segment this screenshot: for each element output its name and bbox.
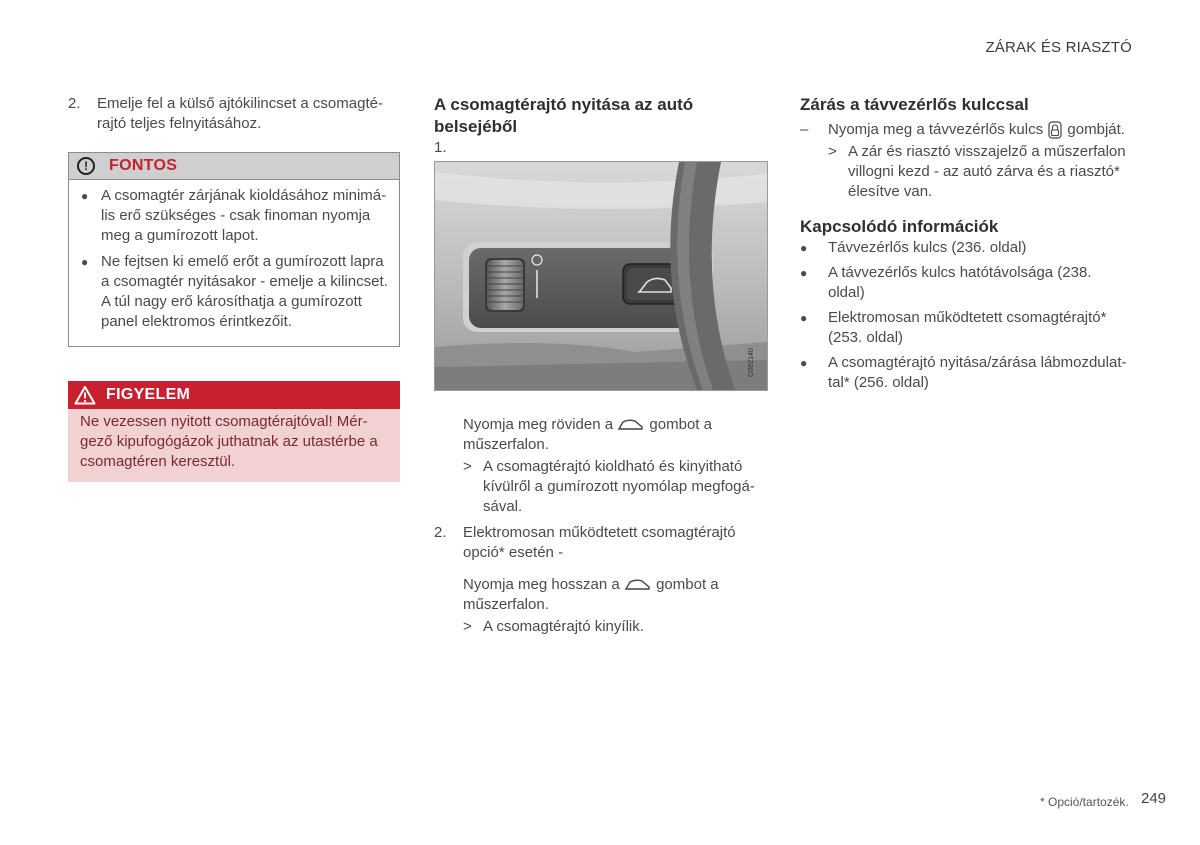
step-1-instruction [463,415,768,455]
bullet: ● [81,189,89,203]
step-text-post: gombját. [1067,121,1125,138]
step-text: Elektromosan működtetett csomagtérajtó opció* esetén - [463,524,736,561]
related-link[interactable]: A csomagtérajtó nyitása/zárása lábmozdulat-tal* (256. oldal) [828,354,1127,391]
related-item [800,308,1132,348]
step-text: Emelje fel a külső ajtókilincset a csomagté-rajtó teljes felnyitásához. [97,95,383,132]
step-number: 2. [68,95,81,112]
related-item [800,353,1132,393]
lock-icon [1047,121,1063,139]
step-2-instruction [463,575,768,615]
related-link[interactable]: A távvezérlős kulcs hatótávolsága (238. oldal) [828,264,1092,301]
related-link[interactable]: Elektromosan működtetett csomagtérajtó* (253. oldal) [828,309,1107,346]
list-item [81,252,389,332]
step-text-pre: Nyomja meg röviden a [463,416,614,433]
step-text-pre: Nyomja meg hosszan a [463,576,620,593]
result-text: A zár és riasztó visszajelző a műszerfalon villogni kezd - az autó zárva és a riasztó* élesítve van. [848,143,1126,200]
result-marker: > [828,143,837,160]
important-title: FONTOS [109,157,178,174]
dash-marker: – [800,121,809,138]
bullet: ● [81,255,89,269]
column-right [800,94,1132,398]
result-text: A csomagtérajtó kinyílik. [483,618,644,635]
result-text: A csomagtérajtó kioldható és kinyitható kívülről a gumírozott nyomólap megfogá-sával. [483,458,755,515]
tailgate-icon [624,578,652,592]
section-heading: Zárás a távvezérlős kulccsal [800,95,1029,114]
tailgate-icon [617,418,645,432]
footer-note: * Opció/tartozék. [1040,795,1129,809]
exclamation-circle-icon: ! [77,157,95,175]
bullet: ● [800,241,808,255]
step-number: 1. [434,139,447,156]
bullet: ● [800,311,808,325]
warning-triangle-icon [74,385,96,405]
step-text-pre: Nyomja meg a távvezérlős kulcs [828,121,1044,138]
related-list [800,238,1132,393]
related-item [800,238,1132,258]
related-heading: Kapcsolódó információk [800,217,999,236]
warning-box [68,381,400,482]
important-body [69,180,399,346]
step-2-item [434,523,768,563]
step-1-result [463,457,768,517]
lock-result [828,142,1132,202]
step-number: 2. [434,524,447,541]
list-item-text: Ne fejtsen ki emelő erőt a gumírozott lapra a csomagtér nyitásakor - emelje a kilincset. A túl nagy erő károsíthatja a gumírozott panel elektromos érintkezőit. [101,253,388,330]
warning-title: FIGYELEM [106,386,191,403]
result-marker: > [463,458,472,475]
lock-step [800,120,1132,140]
column-middle [434,94,768,637]
warning-header [68,381,400,409]
step-text-post: gombot a műszerfalon. [463,416,712,453]
step-2-result [463,617,768,637]
important-header [69,153,399,180]
bullet: ● [800,356,808,370]
warning-text: Ne vezessen nyitott csomagtérajtóval! Mér-gező kipufogógázok juthatnak az utastérbe a csomagtéren keresztül. [68,409,400,482]
bullet: ● [800,266,808,280]
result-marker: > [463,618,472,635]
step-2-item [68,94,400,134]
dashboard-illustration [435,162,767,390]
page-number: 249 [1141,790,1167,807]
column-left [68,94,400,482]
dashboard-photo [434,161,768,391]
related-item [800,263,1132,303]
section-title: ZÁRAK ÉS RIASZTÓ [985,39,1132,56]
important-box [68,152,400,347]
step-text-post: gombot a műszerfalon. [463,576,719,613]
section-heading: A csomagtérajtó nyitása az autó belsejéből [434,95,694,136]
step-text [828,120,1132,140]
figure-code: G062140 [748,348,755,377]
related-link[interactable]: Távvezérlős kulcs (236. oldal) [828,239,1027,256]
list-item [81,186,389,246]
list-item-text: A csomagtér zárjának kioldásához minimá-lis erő szükséges - csak finoman nyomja meg a gumírozott lapot. [101,187,387,244]
